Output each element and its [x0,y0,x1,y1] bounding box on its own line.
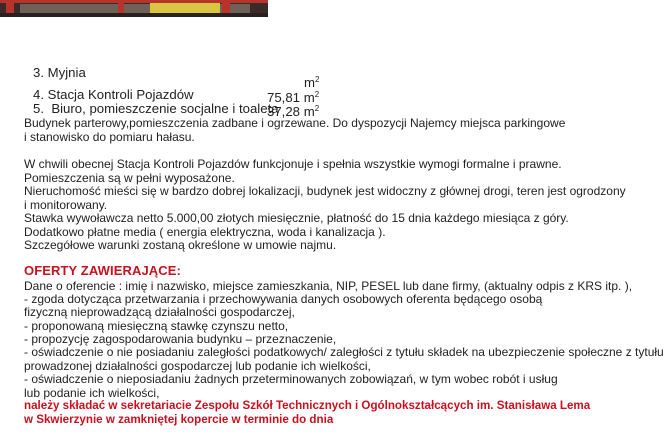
terms-line: Szczegółowe warunki zostaną określone w umowie najmu. [24,238,337,252]
description-line: i monitorowany. [24,198,108,212]
offer-requirement: fizyczną nieprowadzącą działalności gospodarczej, [24,305,295,319]
offer-requirement: Dane o oferencie : imię i nazwisko, miejsce zamieszkania, NIP, PESEL lub dane firmy, (aktualny odpis z KRS itp. ), [24,279,633,293]
description-line: Budynek parterowy,pomieszczenia zadbane i ogrzewane. Do dyspozycji Najemcy miejsca parkingowe [24,116,566,130]
offer-requirement: prowadzonej działalności gospodarczej lub podanie ich wielkości, [24,359,371,373]
offer-requirement: - propozycję zagospodarowania budynku – przeznaczenie, [24,332,337,346]
offer-requirement: - oświadczenie o nieposiadaniu żadnych przeterminowanych zobowiązań, w tym wobec robót i usług [24,372,558,386]
building-photo [0,0,268,17]
description-line: Nieruchomość mieści się w bardzo dobrej lokalizacji, budynek jest widoczny z głównej drogi, teren jest ogrodzony [24,184,626,198]
photo-frame-top [0,0,268,3]
description-line: W chwili obecnej Stacja Kontroli Pojazdów funkcjonuje i spełnia wszystkie wymogi formalne i prawne. [24,157,562,171]
list-item-biuro-area: 37,28 $m^2$ [267,104,320,119]
media-line: Dodatkowo płatne media ( energia elektryczna, woda i kanalizacja ). [24,225,386,239]
list-item-myjnia-unit: $m^2$ [304,75,320,90]
submission-instructions: należy składać w sekretariacie Zespołu Szkół Technicznych i Ogólnokształcących im. Stanisława Lema [24,399,591,412]
list-item-myjnia: 3. Myjnia [33,65,86,80]
offers-heading: OFERTY ZAWIERAJĄCE: [24,263,181,278]
offer-requirement: - proponowaną miesięczną stawkę czynszu netto, [24,319,289,333]
list-item-biuro: 5. Biuro, pomieszczenie socjalne i toaleta [33,101,279,116]
list-item-skp: 4. Stacja Kontroli Pojazdów [33,87,194,102]
photo-shadow [0,13,268,17]
offer-requirement: - zgoda dotycząca przetwarzania i przechowywania danych osobowych oferenta będącego osobą [24,292,543,306]
rate-line: Stawka wywoławcza netto 5.000,00 złotych miesięcznie, płatność do 15 dnia każdego miesiąca z góry. [24,211,569,225]
offer-requirement: lub podanie ich wielkości, [24,386,160,400]
offer-requirement: - oświadczenie o nie posiadaniu zaległości podatkowych/ zaległości z tytułu składek na ubezpieczenie społeczne z tytułu [24,345,664,359]
description-line: i stanowisko do pomiaru hałasu. [24,130,195,144]
description-line: Pomieszczenia są w pełni wyposażone. [24,171,235,185]
submission-deadline: w Skwierzynie w zamkniętej kopercie w terminie do dnia [24,413,334,426]
list-item-skp-area: 75,81 $m^2$ [267,90,320,105]
